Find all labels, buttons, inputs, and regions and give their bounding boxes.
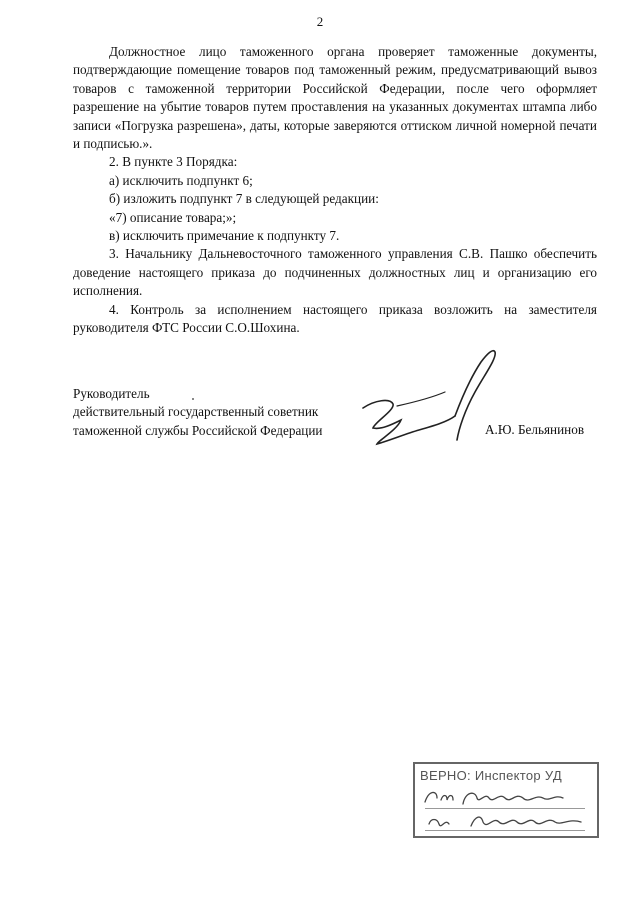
- paragraph-item-4: 4. Контроль за исполнением настоящего приказа возложить на заместителя руководителя ФТС России С.О.Шохина.: [73, 301, 597, 336]
- signatory-title-line-3: таможенной службы Российской Федерации: [73, 422, 323, 438]
- page-number: 2: [316, 14, 324, 29]
- handwritten-signature: [335, 340, 515, 460]
- signatory-title-line-2: действительный государственный советник: [73, 404, 319, 420]
- stamp-handwriting: [415, 764, 597, 836]
- paragraph-item-2: 2. В пункте 3 Порядка:: [109, 154, 238, 170]
- paragraph-item-3: 3. Начальнику Дальневосточного таможенного управления С.В. Пашко обеспечить доведение настоящего приказа до подчиненных должностных лиц и организацию его исполнения.: [73, 246, 597, 299]
- signatory-title-line-1: Руководитель: [73, 386, 150, 401]
- paragraph-item-2b-quote: «7) описание товара;»;: [109, 209, 237, 225]
- scan-speck: [192, 398, 194, 400]
- paragraph-item-2c: в) исключить примечание к подпункту 7.: [109, 228, 340, 244]
- paragraph-item-2a: а) исключить подпункт 6;: [109, 172, 253, 188]
- paragraph-verification: Должностное лицо таможенного органа проверяет таможенные документы, подтверждающие помещение товаров под таможенный режим, предусматривающий вывоз товаров с таможенной территории Российской Федерации, после чего оформляет разрешение на убытие товаров путем проставления на указанных документах штампа либо записи «Погрузка разрешена», даты, которые заверяются оттиском личной номерной печати и подписью.».: [73, 44, 597, 152]
- paragraph-item-2b: б) изложить подпункт 7 в следующей редакции:: [109, 191, 379, 207]
- certification-stamp: [413, 762, 599, 838]
- stamp-printed-text: ВЕРНО: Инспектор УД: [420, 768, 562, 783]
- signer-name: А.Ю. Бельянинов: [485, 422, 585, 437]
- document-body: [73, 43, 597, 338]
